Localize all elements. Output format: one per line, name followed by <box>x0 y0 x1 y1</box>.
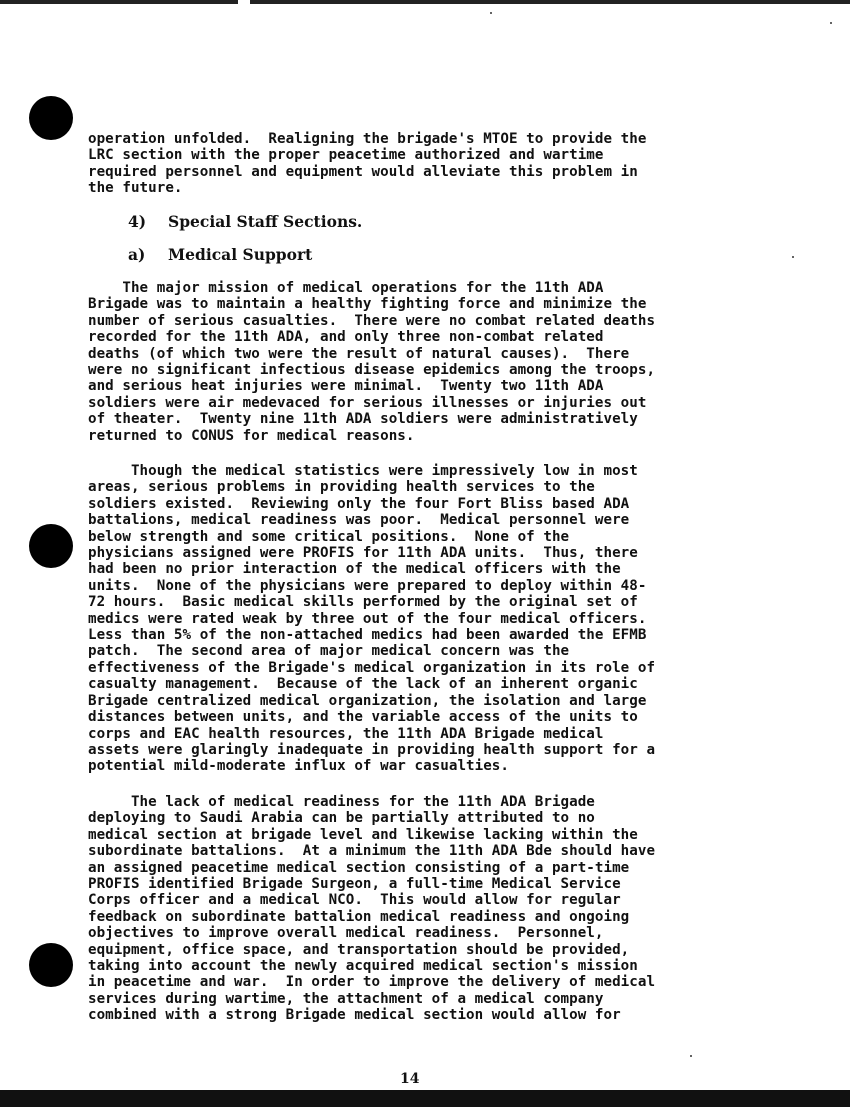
top-scan-edge <box>0 0 850 4</box>
punch-hole-middle <box>29 524 73 568</box>
medical-problems-paragraph: Though the medical statistics were impressively low in most areas, serious problems in providing health services to the soldiers existed. Reviewing only the four Fort Bliss based ADA battalions, medical readiness was poor. Medical personnel were below strength and some critical positions. None of the physicians assigned were PROFIS for 11th ADA units. Thus, there had been no prior interaction of the medical officers with the units. None of the physicians were prepared to deploy within 48- 72 hours. Basic medical skills performed by the original set of medics were rated weak by three out of the four medical officers. Less than 5% of the non-attached medics had been awarded the EFMB patch. The second area of major medical concern was the effectiveness of the Brigade's medical organization in its role of casualty management. Because of the lack of an inherent organic Brigade centralized medical organization, the isolation and large distances between units, and the variable access of the units to corps and EAC health resources, the 11th ADA Brigade medical assets were glaringly inadequate in providing health support for a potential mild-moderate influx of war casualties. <box>88 463 656 775</box>
top-scan-gap <box>238 0 250 4</box>
scan-speck <box>830 22 832 24</box>
scan-speck <box>792 256 794 258</box>
intro-paragraph: operation unfolded. Realigning the brigade's MTOE to provide the LRC section with the proper peacetime authorized and wartime required personnel and equipment would alleviate this problem in the future. <box>88 131 647 197</box>
scan-speck <box>490 12 492 14</box>
bottom-scan-edge <box>0 1090 850 1107</box>
punch-hole-top <box>29 96 73 140</box>
scan-speck <box>690 1055 692 1057</box>
subsection-letter: a) <box>128 245 146 264</box>
punch-hole-bottom <box>29 943 73 987</box>
medical-mission-paragraph: The major mission of medical operations for the 11th ADA Brigade was to maintain a healthy fighting force and minimize the number of serious casualties. There were no combat related deaths recorded for the 11th ADA, and only three non-combat related deaths (of which two were the result of natural causes). There were no significant infectious disease epidemics among the troops, and serious heat injuries were minimal. Twenty two 11th ADA soldiers were air medevaced for serious illnesses or injuries out of theater. Twenty nine 11th ADA soldiers were administratively returned to CONUS for medical reasons. <box>88 280 656 444</box>
section-heading: Special Staff Sections. <box>168 212 363 231</box>
page-number: 14 <box>400 1071 420 1087</box>
medical-readiness-paragraph: The lack of medical readiness for the 11th ADA Brigade deploying to Saudi Arabia can be partially attributed to no medical section at brigade level and likewise lacking within the subordinate battalions. At a minimum the 11th ADA Bde should have an assigned peacetime medical section consisting of a part-time PROFIS identified Brigade Surgeon, a full-time Medical Service Corps officer and a medical NCO. This would allow for regular feedback on subordinate battalion medical readiness and ongoing objectives to improve overall medical readiness. Personnel, equipment, office space, and transportation should be provided, taking into account the newly acquired medical section's mission in peacetime and war. In order to improve the delivery of medical services during wartime, the attachment of a medical company combined with a strong Brigade medical section would allow for <box>88 794 656 1024</box>
subsection-heading: Medical Support <box>168 245 313 264</box>
section-number: 4) <box>128 212 147 231</box>
